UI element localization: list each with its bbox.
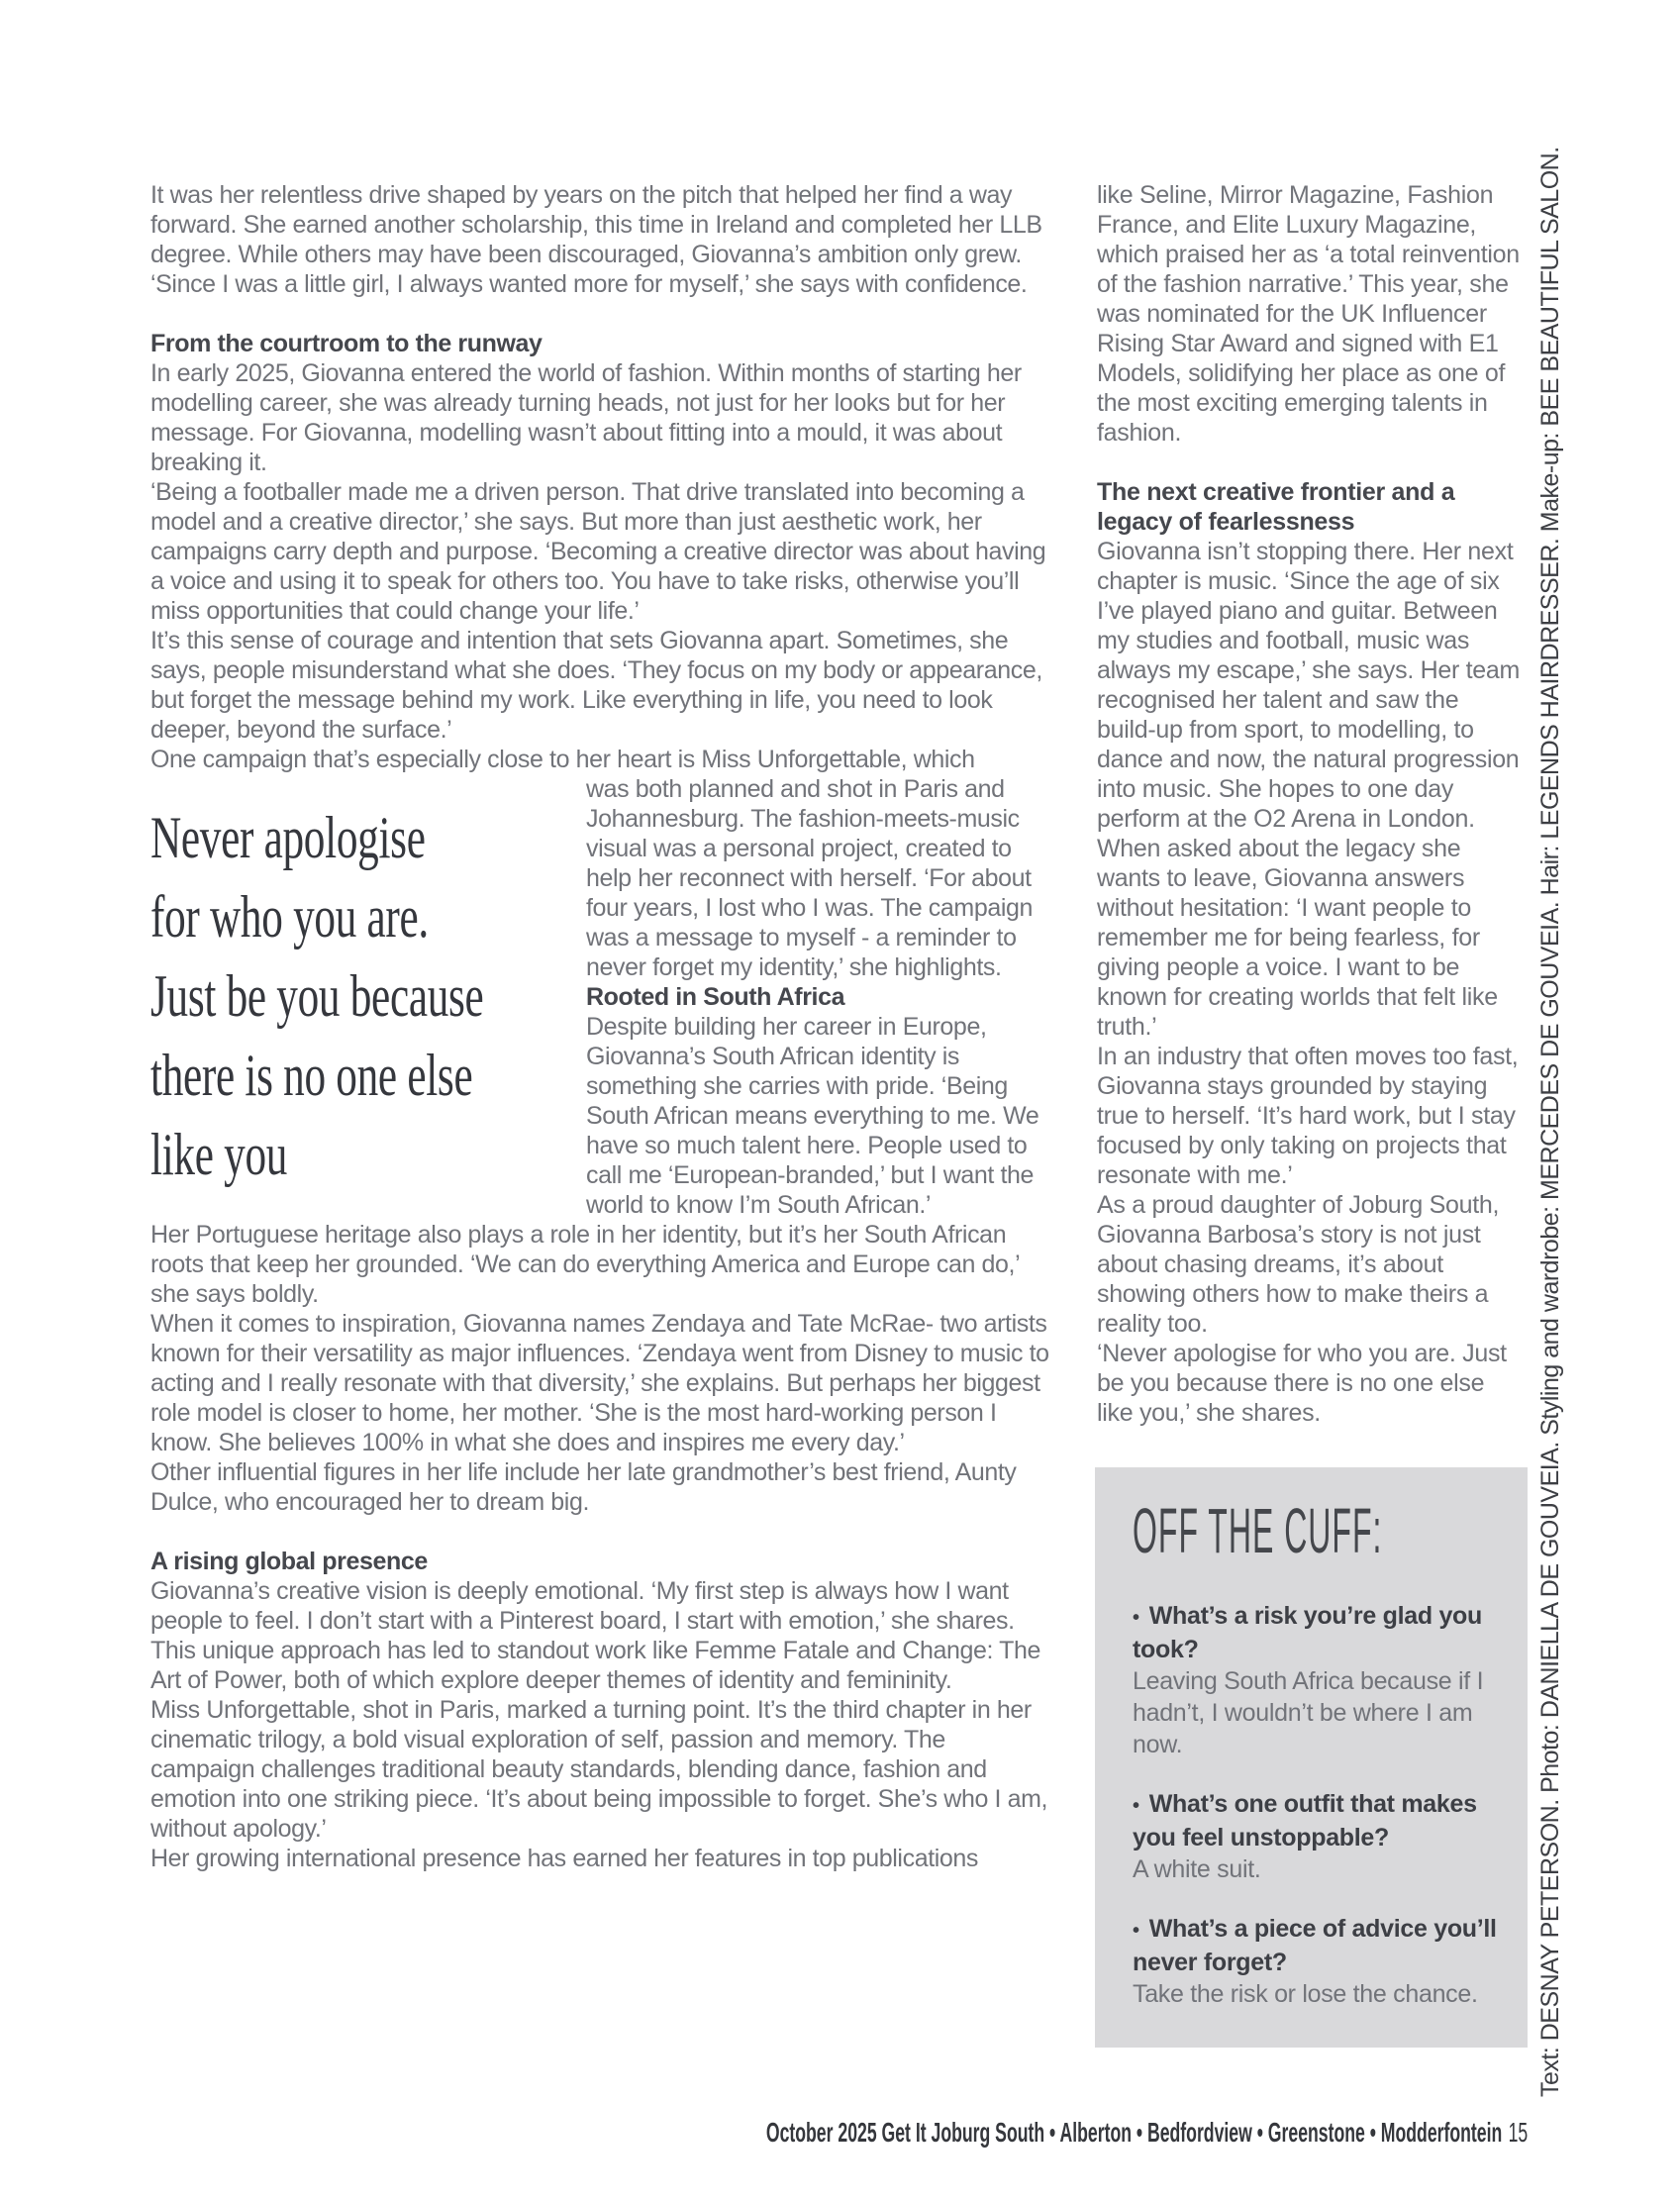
pull-quote-line: like you [150, 1122, 288, 1187]
section-heading-rooted-in-south-africa: Rooted in South Africa [586, 983, 845, 1011]
paragraph: was both planned and shot in Paris and Johannesburg. The fashion-meets-music visual was a personal project, created to help her reconnect with herself. ‘For about four years, I lost who I was. The campaign was a message to myself - a reminder to never forget my identity,’ she highlights. [586, 775, 1034, 981]
question [1133, 1788, 1498, 1853]
qa-item [1133, 1788, 1498, 1885]
bullet-marker: • [1133, 1795, 1139, 1817]
paragraph: When it comes to inspiration, Giovanna names Zendaya and Tate McRae- two artists known for their versatility as major influences. ‘Zendaya went from Disney to music to acting and I really resonate with that diversity,’ she explains. But perhaps her biggest role model is closer to home, her mother. ‘She is the most hard-working person I know. She believes 100% in what she does and inspires me every day.’ [150, 1310, 1049, 1456]
paragraph: In an industry that often moves too fast, Giovanna stays grounded by staying true to herself. ‘It’s hard work, but I stay focused by only taking on projects that resonate with me.’ [1097, 1043, 1519, 1189]
pull-quote-line: for who you are. [150, 884, 429, 950]
paragraph: It was her relentless drive shaped by years on the pitch that helped her find a way forward. She earned another scholarship, this time in Ireland and completed her LLB degree. While others may have been discouraged, Giovanna’s ambition only grew. ‘Since I was a little girl, I always wanted more for myself,’ she says with confidence. [150, 181, 1042, 298]
paragraph: Giovanna’s creative vision is deeply emotional. ‘My first step is always how I want people to feel. I don’t start with a Pinterest board, I start with emotion,’ she shares. This unique approach has led to standout work like Femme Fatale and Change: The Art of Power, both of which explore deeper themes of identity and femininity. [150, 1577, 1041, 1694]
paragraph: It’s this sense of courage and intention that sets Giovanna apart. Sometimes, she says, people misunderstand what she does. ‘They focus on my body or appearance, but forget the message behind my work. Like everything in life, you need to look deeper, beyond the surface.’ [150, 627, 1042, 744]
question [1133, 1913, 1498, 1978]
paragraph: ‘Never apologise for who you are. Just be you because there is no one else like you,’ she shares. [1097, 1340, 1507, 1427]
paragraph: Other influential figures in her life include her late grandmother’s best friend, Aunty Dulce, who encouraged her to dream big. [150, 1458, 1017, 1516]
section-heading-courtroom-to-runway: From the courtroom to the runway [150, 330, 543, 357]
paragraph: ‘Being a footballer made me a driven person. That drive translated into becoming a model and a creative director,’ she says. But more than just aesthetic work, her campaigns carry depth and purpose. ‘Becoming a creative director was about having a voice and using it to speak for others too. You have to take risks, otherwise you’ll miss opportunities that could change your life.’ [150, 478, 1046, 625]
article-right-column [1097, 180, 1523, 2048]
paragraph: like Seline, Mirror Magazine, Fashion France, and Elite Luxury Magazine, which praised her as ‘a total reinvention of the fashion narrative.’ This year, she was nominated for the UK Influencer Rising Star Award and signed with E1 Models, solidifying her place as one of the most exciting emerging talents in fashion. [1097, 181, 1520, 447]
paragraph-lead-line: One campaign that’s especially close to her heart is Miss Unforgettable, which [150, 746, 975, 773]
footer-issue-text: October 2025 Get It Joburg South • Alberton • Bedfordview • Greenstone • Modderfontein [765, 2117, 1503, 2148]
pull-quote [150, 774, 586, 1215]
page-footer [766, 2117, 1528, 2149]
paragraph: Her growing international presence has earned her features in top publications [150, 1845, 979, 1872]
answer: A white suit. [1133, 1855, 1261, 1883]
paragraph: Her Portuguese heritage also plays a role in her identity, but it’s her South African roots that keep her grounded. ‘We can do everything America and Europe can do,’ she says boldly. [150, 1221, 1020, 1308]
bullet-marker: • [1133, 1607, 1139, 1629]
section-heading-rising-global-presence: A rising global presence [150, 1548, 428, 1575]
question-text: What’s a risk you’re glad you took? [1133, 1602, 1482, 1663]
qa-item [1133, 1913, 1498, 2010]
paragraph: Giovanna isn’t stopping there. Her next chapter is music. ‘Since the age of six I’ve played piano and guitar. Between my studies and football, music was always my escape,’ she says. Her team recognised her talent and saw the build-up from sport, to modelling, to dance and now, the natural progression into music. She hopes to one day perform at the O2 Arena in London. [1097, 538, 1521, 833]
answer: Leaving South Africa because if I hadn’t, I wouldn’t be where I am now. [1133, 1667, 1484, 1758]
pull-quote-line: there is no one else [150, 1043, 473, 1108]
off-the-cuff-title: OFF THE CUFF: [1133, 1495, 1383, 1566]
off-the-cuff-box [1095, 1467, 1528, 2048]
paragraph: Miss Unforgettable, shot in Paris, marked a turning point. It’s the third chapter in her cinematic trilogy, a bold visual exploration of self, passion and memory. The campaign challenges traditional beauty standards, blending dance, fashion and emotion into one striking piece. ‘It’s about being impossible to forget. She’s who I am, without apology.’ [150, 1696, 1048, 1843]
section-heading-next-creative-frontier: The next creative frontier and a legacy of fearlessness [1097, 478, 1455, 536]
photo-credits-vertical: Text: DESNAY PETERSON. Photo: DANIELLA DE GOUVEIA. Styling and wardrobe: MERCEDES DE GOUVEIA. Hair: LEGENDS HAIRDRESSER. Make-up: BEE BEAUTIFUL SALON. [1536, 147, 1564, 2097]
question [1133, 1600, 1498, 1665]
pull-quote-line: Just be you because [150, 963, 484, 1029]
answer: Take the risk or lose the chance. [1133, 1980, 1478, 2008]
qa-item [1133, 1600, 1498, 1760]
article-left-column [150, 180, 1052, 1873]
paragraph: In early 2025, Giovanna entered the world of fashion. Within months of starting her modelling career, she was already turning heads, not just for her looks but for her message. For Giovanna, modelling wasn’t about fitting into a mould, it was about breaking it. [150, 359, 1022, 476]
paragraph: Despite building her career in Europe, Giovanna’s South African identity is something she carries with pride. ‘Being South African means everything to me. We have so much talent here. People used to call me ‘European-branded,’ but I want the world to know I’m South African.’ [586, 1013, 1039, 1219]
paragraph: As a proud daughter of Joburg South, Giovanna Barbosa’s story is not just about chasing dreams, it’s about showing others how to make theirs a reality too. [1097, 1191, 1500, 1338]
question-text: What’s a piece of advice you’ll never forget? [1133, 1915, 1497, 1976]
pull-quote-line: Never apologise [150, 805, 426, 870]
paragraph: When asked about the legacy she wants to leave, Giovanna answers without hesitation: ‘I want people to remember me for being fearless, for giving people a voice. I want to be known for creating worlds that felt like truth.’ [1097, 835, 1498, 1041]
page-number: 15 [1508, 2117, 1528, 2148]
bullet-marker: • [1133, 1920, 1139, 1942]
question-text: What’s one outfit that makes you feel unstoppable? [1133, 1790, 1477, 1852]
